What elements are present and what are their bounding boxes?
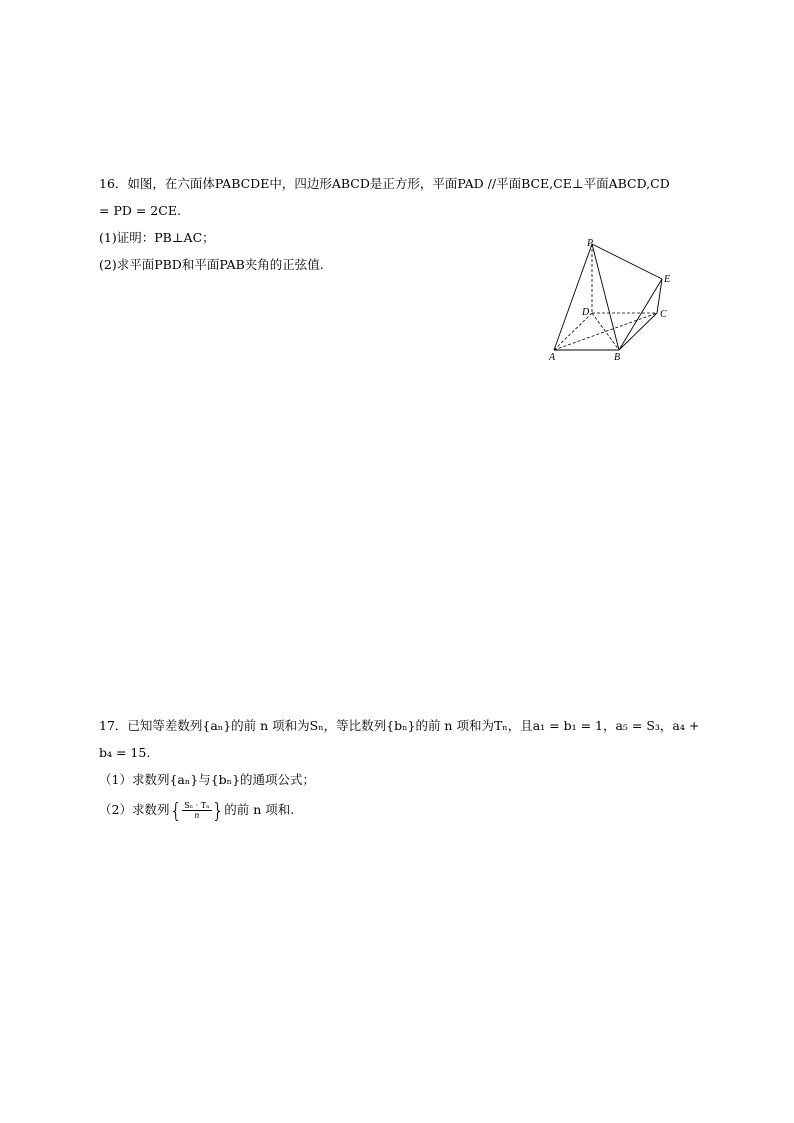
- right-brace: }: [211, 798, 225, 823]
- hexahedron-figure: [545, 236, 685, 366]
- q16-part2: (2)求平面PBD和平面PAB夹角的正弦值.: [99, 257, 324, 272]
- label-D: D: [582, 307, 590, 318]
- edge-PA: [554, 244, 592, 350]
- edge-PB: [592, 244, 619, 350]
- q16-part1: (1)证明：PB⊥AC；: [99, 230, 215, 245]
- label-E: E: [664, 274, 671, 285]
- label-C: C: [660, 309, 667, 320]
- fraction: [182, 801, 211, 820]
- q17-part2: [99, 798, 294, 823]
- edge-PE: [592, 244, 662, 279]
- label-B: B: [614, 352, 621, 363]
- edge-DB: [592, 313, 619, 350]
- q16-line1: 16．如图，在六面体PABCDE中，四边形ABCD是正方形，平面PAD //平面BCE,CE⊥平面ABCD,CD: [99, 176, 670, 191]
- edge-CE: [657, 279, 662, 313]
- q17-line1: 17．已知等差数列{aₙ}的前 n 项和为Sₙ，等比数列{bₙ}的前 n 项和为Tₙ，且a₁ = b₁ = 1，a₅ = S₃，a₄ +: [99, 718, 700, 733]
- fraction-denominator: n: [194, 811, 200, 820]
- q17-part2-suffix: 的前 n 项和.: [224, 802, 295, 817]
- label-P: P: [587, 238, 594, 249]
- q16-line2: = PD = 2CE.: [99, 203, 181, 218]
- q17-part2-prefix: （2）求数列: [99, 802, 170, 817]
- q17-part1: （1）求数列{aₙ}与{bₙ}的通项公式；: [99, 772, 316, 787]
- q17-line2: b₄ = 15.: [99, 745, 151, 760]
- edge-DA: [554, 313, 592, 350]
- fraction-numerator: Sₙ · Tₙ: [184, 801, 210, 810]
- label-A: A: [549, 352, 556, 363]
- left-brace: {: [169, 798, 183, 823]
